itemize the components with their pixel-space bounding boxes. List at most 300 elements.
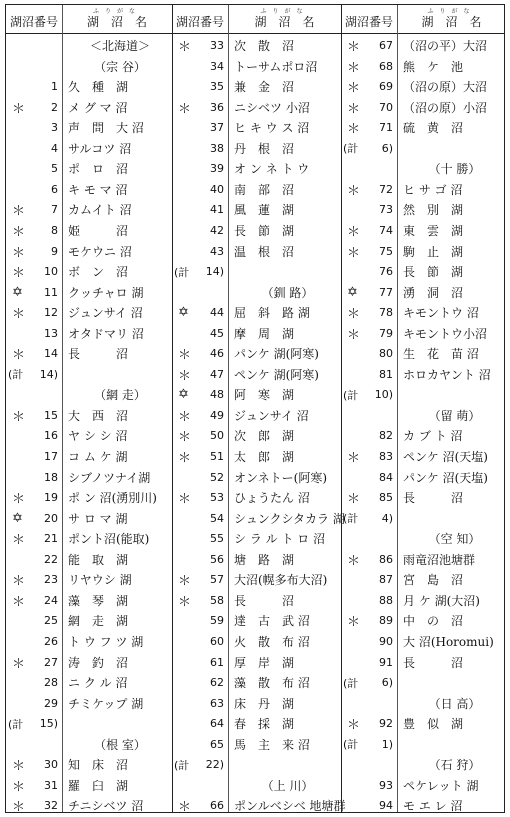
row-mark <box>6 734 30 755</box>
lake-name <box>62 713 172 734</box>
lake-number: 55 <box>210 532 224 546</box>
lake-number: 50 <box>210 429 224 443</box>
lake-number: 51 <box>210 450 224 463</box>
lake-name: ポ ロ 沼 <box>68 162 129 177</box>
lake-name: オ ン ネ ト ウ <box>234 162 310 177</box>
lake-name: 温 根 沼 <box>234 244 295 259</box>
lake-name: 床 丹 湖 <box>234 696 295 711</box>
lake-number: 82 <box>379 429 393 443</box>
lake-name: キモントウ小沼 <box>403 326 488 341</box>
header-name <box>397 5 506 33</box>
row-mark: ＊ <box>12 533 26 549</box>
lake-name: 宮 島 沼 <box>403 573 464 588</box>
lake-name: 春 採 湖 <box>234 717 295 732</box>
lake-number: 57 <box>210 573 224 587</box>
lake-number: 4 <box>51 141 58 155</box>
lake-number: 66 <box>210 799 224 813</box>
row-mark: (計 <box>343 676 359 690</box>
row-mark: ＊ <box>347 307 361 323</box>
lake-name <box>62 364 172 385</box>
row-mark <box>6 549 30 570</box>
row-mark <box>6 631 30 652</box>
lake-number: 29 <box>44 696 58 710</box>
lake-number: 65 <box>210 737 224 751</box>
lake-name: ボ ン 沼 <box>68 265 129 280</box>
header-name-label: 湖 沼 名 <box>421 15 482 29</box>
lake-name: 風 蓮 湖 <box>234 203 295 218</box>
lake-number: 6 <box>51 182 58 196</box>
lake-number <box>363 158 397 179</box>
row-mark <box>172 672 196 693</box>
lake-name: 長 節 湖 <box>234 223 295 238</box>
lake-number <box>28 35 62 56</box>
lake-number: 24 <box>44 593 58 607</box>
lake-name: キ モ マ 沼 <box>68 182 128 197</box>
lake-name: ペケレット 湖 <box>403 778 479 793</box>
lake-number: 3 <box>51 121 58 135</box>
row-mark: ＊ <box>178 40 192 55</box>
row-mark: ＊ <box>12 307 26 323</box>
row-mark: ＊ <box>178 451 192 466</box>
row-mark: ＊ <box>347 245 361 261</box>
lake-name: リヤウシ 湖 <box>68 573 132 588</box>
lake-name: ポ ン 沼(湧別川) <box>68 491 157 506</box>
row-mark <box>172 734 196 755</box>
lake-number: 78 <box>379 306 393 320</box>
lake-number: 70 <box>379 100 393 114</box>
row-mark: ＊ <box>347 40 361 55</box>
lake-name: カ ブ ト 沼 <box>403 429 463 444</box>
lake-name: 中 の 沼 <box>403 614 464 629</box>
row-mark: (計 <box>8 717 24 731</box>
lake-name: 硫 黄 沼 <box>403 121 464 136</box>
lake-name: （沼の原）大沼 <box>403 80 488 95</box>
lake-number: 43 <box>210 244 224 258</box>
lake-table <box>5 4 505 816</box>
lake-name: サルコツ 沼 <box>68 141 132 156</box>
lake-number: 22) <box>205 758 224 772</box>
lake-number: 75 <box>379 244 393 258</box>
row-mark <box>172 528 196 549</box>
row-mark: ＊ <box>178 574 192 590</box>
region-heading: （石 狩） <box>428 758 481 773</box>
lake-name: 長 沼 <box>403 655 464 670</box>
lake-number: 13 <box>44 326 58 340</box>
lake-name: （沼の平）大沼 <box>403 39 488 53</box>
row-mark: ＊ <box>347 81 361 97</box>
row-mark: (計 <box>174 265 190 279</box>
row-mark <box>6 446 30 467</box>
row-mark: ＊ <box>12 204 26 220</box>
row-mark: ＊ <box>347 224 361 240</box>
lake-name: トーサムポロ沼 <box>234 59 318 74</box>
row-mark: ＊ <box>12 492 26 508</box>
row-mark <box>172 179 196 200</box>
row-mark: ＊ <box>178 101 192 117</box>
lake-name: 次 散 沼 <box>234 39 295 53</box>
lake-number: 84 <box>379 470 393 484</box>
lake-number: 76 <box>379 265 393 279</box>
lake-name: コ ム ケ 湖 <box>68 450 128 464</box>
row-mark: (計 <box>343 512 359 526</box>
lake-name: ペンケ 湖(阿寒) <box>234 367 319 382</box>
row-mark <box>172 138 196 159</box>
header-number <box>6 5 62 33</box>
row-mark <box>6 56 30 77</box>
lake-number: 85 <box>379 491 393 505</box>
row-mark <box>172 323 196 344</box>
lake-name: 兼 金 沼 <box>234 80 295 95</box>
lake-number: 62 <box>210 676 224 690</box>
lake-number: 22 <box>44 552 58 566</box>
lake-number: 89 <box>379 614 393 628</box>
lake-name: サ ロ マ 湖 <box>68 511 128 526</box>
lake-number: 87 <box>379 573 393 587</box>
lake-name: ヒ サ ゴ 沼 <box>403 182 463 197</box>
lake-number: 18 <box>44 470 58 484</box>
lake-name <box>228 754 341 775</box>
row-mark <box>341 425 365 446</box>
lake-number: 49 <box>210 408 224 422</box>
lake-name: ヤ シ シ 沼 <box>68 429 128 444</box>
lake-name: （沼の原）小沼 <box>403 100 488 115</box>
row-mark <box>172 610 196 631</box>
row-mark: ＊ <box>12 348 26 364</box>
lake-number <box>28 56 62 77</box>
lake-number: 38 <box>210 141 224 155</box>
lake-number: 5 <box>51 162 58 176</box>
lake-name: ペンケ 沼(天塩) <box>403 450 488 464</box>
lake-name: 熊 ケ 池 <box>403 59 464 74</box>
lake-name <box>397 384 506 405</box>
row-mark <box>6 384 30 405</box>
lake-name <box>228 261 341 282</box>
lake-name: 大 沼(Horomui) <box>403 634 494 649</box>
lake-name: 長 沼 <box>403 491 464 506</box>
header-name-reading: ふりがな <box>427 8 476 15</box>
row-mark <box>341 364 365 385</box>
row-mark <box>6 323 30 344</box>
row-mark <box>341 569 365 590</box>
row-mark: (計 <box>174 758 190 772</box>
lake-number: 4) <box>381 511 393 525</box>
row-mark: (計 <box>343 142 359 156</box>
row-mark <box>341 528 365 549</box>
row-mark: ＊ <box>12 101 26 117</box>
row-mark: (計 <box>343 738 359 752</box>
lake-name: 駒 止 湖 <box>403 244 464 259</box>
lake-number: 45 <box>210 326 224 340</box>
row-mark <box>341 343 365 364</box>
row-mark <box>172 117 196 138</box>
lake-name: 豊 似 湖 <box>403 717 464 732</box>
lake-name: オンネトー(阿寒) <box>234 470 328 485</box>
lake-name: ひょうたん 沼 <box>234 491 310 506</box>
lake-name: カムイト 沼 <box>68 203 132 218</box>
region-heading: （根 室） <box>94 737 146 752</box>
lake-number: 10) <box>374 388 393 402</box>
lake-name: 然 別 湖 <box>403 203 464 218</box>
lake-number: 79 <box>379 326 393 340</box>
lake-name: メ グ マ 沼 <box>68 100 128 115</box>
lake-name: シュンクシタカラ 湖 <box>234 511 345 526</box>
lake-name: ポント沼(能取) <box>68 532 150 547</box>
row-mark <box>6 425 30 446</box>
row-mark: ＊ <box>178 594 192 610</box>
lake-number: 15 <box>44 408 58 422</box>
row-mark: (計 <box>343 388 359 402</box>
lake-number: 34 <box>210 59 224 73</box>
lake-number: 8 <box>51 223 58 237</box>
lake-name: オタドマリ 沼 <box>68 326 144 341</box>
lake-name: 塘 路 湖 <box>234 552 295 567</box>
lake-name: 厚 岸 湖 <box>234 655 295 670</box>
row-mark <box>172 56 196 77</box>
row-mark <box>341 775 365 796</box>
lake-number: 94 <box>379 799 393 813</box>
row-mark: ＊ <box>347 183 361 199</box>
lake-number: 36 <box>210 100 224 114</box>
lake-number: 6) <box>381 676 393 690</box>
lake-number: 72 <box>379 182 393 196</box>
lake-number <box>28 734 62 755</box>
header-name-reading: ふりがな <box>260 8 309 15</box>
row-mark <box>172 508 196 529</box>
row-mark: ＊ <box>347 615 361 631</box>
lake-number: 52 <box>210 470 224 484</box>
lake-name: 阿 寒 湖 <box>234 388 295 403</box>
lake-number: 83 <box>379 450 393 463</box>
region-heading: （網 走） <box>94 388 146 403</box>
row-mark: ＊ <box>347 327 361 343</box>
lake-number: 11 <box>44 285 58 299</box>
lake-number: 68 <box>379 59 393 73</box>
region-heading: （空 知） <box>428 532 481 547</box>
row-mark <box>6 35 30 56</box>
region-heading: ＜北海道＞ <box>89 39 150 53</box>
lake-number: 69 <box>379 80 393 94</box>
row-mark: ＊ <box>178 430 192 446</box>
lake-number: 6) <box>381 141 393 155</box>
lake-number <box>363 693 397 714</box>
lake-name: 能 取 湖 <box>68 552 129 567</box>
lake-name <box>397 508 506 529</box>
lake-number: 32 <box>44 799 58 813</box>
row-mark: ✡ <box>12 510 23 526</box>
lake-name <box>397 672 506 693</box>
row-mark <box>172 713 196 734</box>
row-mark: ＊ <box>347 60 361 76</box>
header-name <box>228 5 341 33</box>
row-mark <box>6 76 30 97</box>
region-heading: （釧 路） <box>261 285 314 300</box>
row-mark <box>341 693 365 714</box>
lake-name: 久 種 湖 <box>68 80 129 95</box>
lake-number: 33 <box>210 39 224 52</box>
lake-number: 41 <box>210 203 224 217</box>
lake-number: 47 <box>210 367 224 381</box>
row-mark <box>6 672 30 693</box>
lake-name: チミケップ 湖 <box>68 696 144 711</box>
row-mark: ＊ <box>12 594 26 610</box>
lake-number: 54 <box>210 511 224 525</box>
row-mark <box>172 652 196 673</box>
row-mark <box>6 467 30 488</box>
lake-name: 生 花 苗 沼 <box>403 347 479 362</box>
row-mark <box>6 179 30 200</box>
lake-number: 20 <box>44 511 58 525</box>
lake-name: キモントウ 沼 <box>403 306 479 321</box>
lake-number: 61 <box>210 655 224 669</box>
lake-number: 12 <box>44 306 58 320</box>
lake-number: 67 <box>379 39 393 52</box>
lake-number: 14 <box>44 347 58 361</box>
lake-number: 26 <box>44 634 58 648</box>
lake-name: ホロカヤント 沼 <box>403 367 491 382</box>
lake-name: 屈 斜 路 湖 <box>234 306 310 321</box>
header-number <box>172 5 228 33</box>
row-mark: ＊ <box>347 101 361 117</box>
lake-number: 59 <box>210 614 224 628</box>
lake-number: 7 <box>51 203 58 217</box>
lake-name: 知 床 沼 <box>68 758 129 773</box>
lake-number: 56 <box>210 552 224 566</box>
lake-number: 88 <box>379 593 393 607</box>
header-name-reading: ふりがな <box>92 8 141 15</box>
lake-name: ヒ キ ウ ス 沼 <box>234 121 310 136</box>
lake-number: 16 <box>44 429 58 443</box>
lake-name: モケウニ 沼 <box>68 244 132 259</box>
lake-number: 31 <box>44 778 58 792</box>
lake-name <box>397 138 506 159</box>
lake-number: 73 <box>379 203 393 217</box>
lake-number <box>28 384 62 405</box>
row-mark: ＊ <box>347 492 361 508</box>
lake-number: 92 <box>379 717 393 731</box>
row-mark: ＊ <box>178 348 192 364</box>
row-mark: ＊ <box>178 409 192 425</box>
row-mark <box>6 693 30 714</box>
row-mark <box>341 631 365 652</box>
lake-name: 達 古 武 沼 <box>234 614 310 629</box>
row-mark: ＊ <box>347 451 361 466</box>
row-mark <box>172 467 196 488</box>
lake-number <box>363 754 397 775</box>
row-mark <box>6 158 30 179</box>
lake-number: 30 <box>44 758 58 772</box>
region-heading: （留 萌） <box>428 408 481 423</box>
lake-name: ト ウ フ ツ 湖 <box>68 634 144 649</box>
lake-number: 37 <box>210 121 224 135</box>
lake-number: 93 <box>379 778 393 792</box>
row-mark <box>341 590 365 611</box>
lake-name: 次 郎 湖 <box>234 429 295 444</box>
lake-number: 1 <box>51 80 58 94</box>
lake-number: 91 <box>379 655 393 669</box>
row-mark: ＊ <box>178 368 192 384</box>
row-mark: ＊ <box>347 553 361 569</box>
lake-number: 28 <box>44 676 58 690</box>
row-mark <box>341 158 365 179</box>
row-mark <box>341 467 365 488</box>
row-mark: ＊ <box>12 779 26 795</box>
lake-name: 藻 散 布 沼 <box>234 676 310 691</box>
lake-number <box>363 528 397 549</box>
lake-number <box>194 282 228 303</box>
row-mark <box>172 631 196 652</box>
row-mark <box>6 138 30 159</box>
lake-name: ニシベツ 小沼 <box>234 100 310 115</box>
lake-number: 35 <box>210 80 224 94</box>
lake-name: シブノツナイ湖 <box>68 470 151 485</box>
row-mark <box>172 775 196 796</box>
row-mark <box>172 158 196 179</box>
lake-number: 23 <box>44 573 58 587</box>
lake-name: 湧 洞 沼 <box>403 285 464 300</box>
lake-number: 80 <box>379 347 393 361</box>
lake-name: 網 走 湖 <box>68 614 129 629</box>
lake-number: 10 <box>44 265 58 279</box>
lake-number: 58 <box>210 593 224 607</box>
lake-name: 羅 臼 湖 <box>68 778 129 793</box>
lake-name: 東 雲 湖 <box>403 223 464 238</box>
header-divider <box>6 33 504 34</box>
lake-name: 南 部 沼 <box>234 182 295 197</box>
lake-number: 86 <box>379 552 393 566</box>
row-mark <box>172 693 196 714</box>
lake-name: 雨竜沼池塘群 <box>403 552 476 567</box>
lake-name: モ エ レ 沼 <box>403 799 463 814</box>
lake-name: 大沼(幌多布大沼) <box>234 573 328 588</box>
lake-number: 42 <box>210 223 224 237</box>
row-mark: ✡ <box>12 284 23 300</box>
row-mark: ✡ <box>347 284 358 300</box>
row-mark <box>341 405 365 426</box>
header-number-label: 湖沼番号 <box>9 15 58 29</box>
lake-name: 丹 根 沼 <box>234 141 295 156</box>
lake-number: 53 <box>210 491 224 505</box>
region-heading: （上 川） <box>261 778 314 793</box>
header-number <box>341 5 397 33</box>
row-mark <box>341 652 365 673</box>
row-mark <box>172 282 196 303</box>
row-mark: ✡ <box>178 305 189 321</box>
lake-name: 長 沼 <box>234 593 295 608</box>
row-mark: ✡ <box>178 387 189 403</box>
lake-name <box>397 734 506 755</box>
lake-name: 姫 沼 <box>68 223 129 238</box>
row-mark: ＊ <box>12 266 26 282</box>
region-heading: （十 勝） <box>428 162 481 177</box>
lake-number: 71 <box>379 121 393 135</box>
row-mark: ＊ <box>12 409 26 425</box>
row-mark: ＊ <box>12 800 26 816</box>
lake-number: 77 <box>379 285 393 299</box>
row-mark: ＊ <box>347 718 361 734</box>
row-mark <box>172 549 196 570</box>
lake-name: 馬 主 来 沼 <box>234 737 310 752</box>
row-mark <box>341 261 365 282</box>
row-mark: ＊ <box>12 245 26 261</box>
lake-name: 摩 周 湖 <box>234 326 295 341</box>
lake-name: 長 沼 <box>68 347 129 362</box>
lake-number: 81 <box>379 367 393 381</box>
lake-number: 40 <box>210 182 224 196</box>
lake-name: チニシベツ 沼 <box>68 799 144 814</box>
row-mark <box>341 795 365 816</box>
header-name <box>62 5 172 33</box>
lake-name: パンケ 湖(阿寒) <box>234 347 319 362</box>
